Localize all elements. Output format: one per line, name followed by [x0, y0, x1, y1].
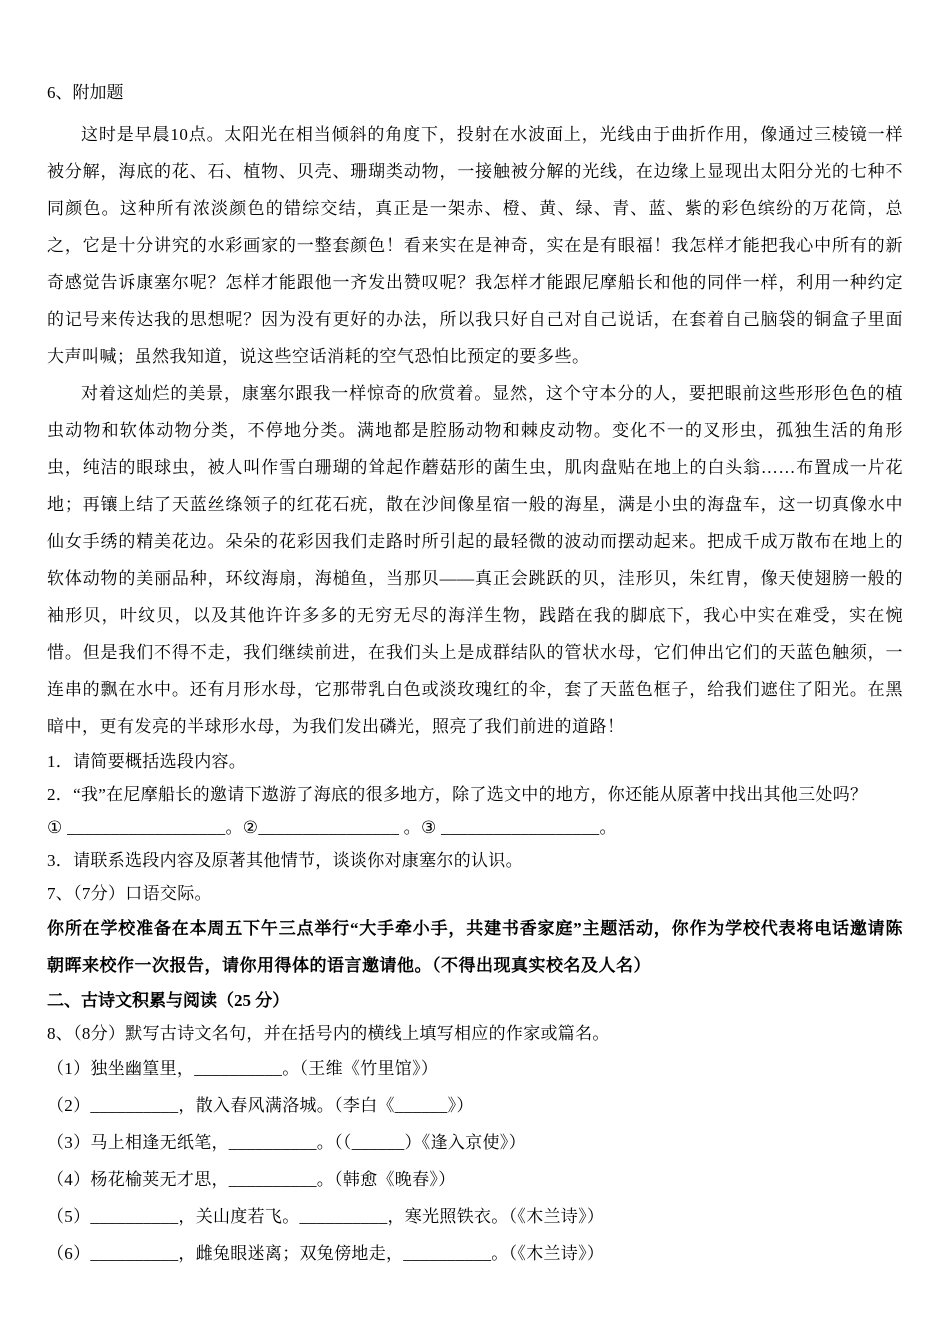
- sub-question-3: 3．请联系选段内容及原著其他情节，谈谈你对康塞尔的认识。: [47, 851, 523, 870]
- q8-item-6: （6）__________，雌兔眼迷离；双兔傍地走，__________。（《木兰诗》）: [47, 1244, 605, 1263]
- q8-item-3: （3）马上相逢无纸笔，__________。（（______）《逢入京使》）: [47, 1133, 526, 1152]
- section-2-header: 二、古诗文积累与阅读（25 分）: [47, 991, 290, 1010]
- question-7-body: 你所在学校准备在本周五下午三点举行“大手牵小手，共建书香家庭”主题活动，你作为学校代表将电话邀请陈朝晖来校作一次报告，请你用得体的语言邀请他。（不得出现真实校名及人名）: [47, 919, 903, 975]
- q8-item-1: （1）独坐幽篁里，__________。（王维《竹里馆》）: [47, 1059, 439, 1078]
- sub-question-1: 1．请简要概括选段内容。: [47, 752, 247, 771]
- passage-paragraph-1: 这时是早晨10点。太阳光在相当倾斜的角度下，投射在水波面上，光线由于曲折作用，像通过三棱镜一样被分解，海底的花、石、植物、贝壳、珊瑚类动物，一接触被分解的光线，在边缘上显现出太阳分光的七种不同颜色。这种所有浓淡颜色的错综交结，真正是一架赤、橙、黄、绿、青、蓝、紫的彩色缤纷的万花筒，总之，它是十分讲究的水彩画家的一整套颜色！看来实在是神奇，实在是有眼福！我怎样才能把我心中所有的新奇感觉告诉康塞尔呢？怎样才能跟他一齐发出赞叹呢？我怎样才能跟尼摩船长和他的同伴一样，利用一种约定的记号来传达我的思想呢？因为没有更好的办法，所以我只好自己对自己说话，在套着自己脑袋的铜盒子里面大声叫喊；虽然我知道，说这些空话消耗的空气恐怕比预定的要多些。: [47, 125, 903, 366]
- question-7-header: 7、（7分）口语交际。: [47, 884, 212, 903]
- q8-item-2: （2）__________，散入春风满洛城。（李白《______》）: [47, 1096, 474, 1115]
- sub-question-2: 2．“我”在尼摩船长的邀请下遨游了海底的很多地方，除了选文中的地方，你还能从原著中找出其他三处吗？: [47, 785, 868, 804]
- answer-blanks-line: ① __________________。②________________ 。③ __________________。: [47, 818, 617, 837]
- question-8-header: 8、（8分）默写古诗文名句，并在括号内的横线上填写相应的作家或篇名。: [47, 1024, 610, 1043]
- q8-item-5: （5）__________，关山度若飞。__________，寒光照铁衣。（《木兰诗》）: [47, 1207, 605, 1226]
- q8-item-4: （4）杨花榆荚无才思，__________。（韩愈《晚春》）: [47, 1170, 456, 1189]
- question-8-item-list: [47, 1050, 903, 1272]
- passage-paragraph-2: 对着这灿烂的美景，康塞尔跟我一样惊奇的欣赏着。显然，这个守本分的人，要把眼前这些形形色色的植虫动物和软体动物分类，不停地分类。满地都是腔肠动物和棘皮动物。变化不一的叉形虫，孤独生活的角形虫，纯洁的眼球虫，被人叫作雪白珊瑚的耸起作蘑菇形的菌生虫，肌肉盘贴在地上的白头翁……布置成一片花地；再镶上结了天蓝丝绦领子的红花石疣，散在沙间像星宿一般的海星，满是小虫的海盘车，这一切真像水中仙女手绣的精美花边。朵朵的花彩因我们走路时所引起的最轻微的波动而摆动起来。把成千成万散布在地上的软体动物的美丽品种，环纹海扇，海槌鱼，当那贝——真正会跳跃的贝，洼形贝，朱红胄，像天使翅膀一般的袖形贝，叶纹贝，以及其他许许多多的无穷无尽的海洋生物，践踏在我的脚底下，我心中实在难受，实在惋惜。但是我们不得不走，我们继续前进，在我们头上是成群结队的管状水母，它们伸出它们的天蓝色触须，一连串的飘在水中。还有月形水母，它那带乳白色或淡玫瑰红的伞，套了天蓝色框子，给我们遮住了阳光。在黑暗中，更有发亮的半球形水母，为我们发出磷光，照亮了我们前进的道路！: [47, 384, 903, 736]
- question-6-header: 6、附加题: [47, 83, 124, 102]
